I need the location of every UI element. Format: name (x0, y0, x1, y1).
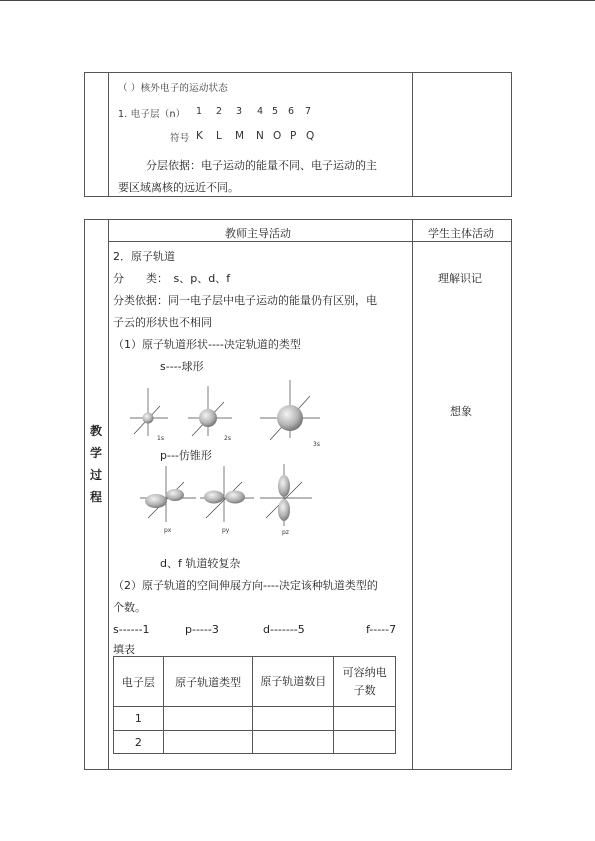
shell-symbol: L (216, 130, 223, 142)
header-student: 学生主体活动 (428, 227, 494, 240)
p-orbital-label: p---仿锥形 (160, 449, 212, 462)
shell-n-value: 6 (288, 106, 295, 117)
fill-table (113, 656, 396, 754)
orbital-count: f-----7 (366, 623, 397, 636)
side-label-char: 过 (89, 468, 102, 482)
pz-lobe (278, 475, 290, 497)
side-label-char: 教 (89, 424, 102, 438)
student-note: 想象 (450, 405, 472, 418)
upper-box-top (84, 72, 512, 73)
shell-n-label: 1. 电子层（n） (118, 109, 186, 120)
s-orbital-figure (120, 378, 335, 450)
shell-symbol: P (290, 130, 297, 142)
px-lobe (145, 494, 167, 508)
table-cell: 1 (114, 707, 164, 731)
table-header-row (114, 657, 396, 707)
py-lobe (225, 491, 245, 504)
lower-box-left (84, 219, 85, 770)
fill-table-label: 填表 (113, 643, 135, 656)
table-header-cell: 原子轨道类型 (163, 657, 253, 707)
header-teacher: 教师主导活动 (225, 227, 291, 240)
side-label-char: 学 (89, 446, 102, 460)
page-top-rule (0, 0, 595, 1)
upper-box-left (84, 72, 85, 197)
shell-symbol: O (273, 130, 282, 142)
lower-box-header-rule (108, 241, 512, 242)
px-lobe (166, 489, 184, 501)
table-cell[interactable] (334, 707, 396, 731)
shell-n-value: 3 (236, 106, 243, 117)
table-header-cell: 电子层 (114, 657, 164, 707)
lower-box-divider-2 (412, 219, 413, 770)
shell-n-value: 1 (196, 106, 203, 117)
upper-box-divider-2 (412, 72, 413, 197)
side-label-char: 程 (89, 490, 102, 504)
lower-box-divider-1 (108, 219, 109, 770)
table-cell: 2 (114, 731, 164, 754)
shell-symbol: N (256, 130, 265, 142)
upper-box-divider-1 (108, 72, 109, 197)
p-orbital-figure (136, 462, 316, 534)
types-line: 分 类： s、p、d、f (113, 272, 231, 285)
orbital-count: p-----3 (185, 623, 219, 636)
symbol-label: 符号 (170, 133, 190, 144)
section1-title: （ ）核外电子的运动状态 (118, 83, 228, 94)
shell-symbol: K (196, 130, 204, 142)
upper-box-bottom (84, 196, 512, 197)
table-row (114, 707, 396, 731)
section2-basis-line1: 分类依据：同一电子层中电子运动的能量仍有区别，电 (113, 294, 377, 307)
orbital-count: s------1 (113, 623, 150, 636)
table-cell[interactable] (163, 707, 253, 731)
s-orbital-caption: 1s (157, 435, 164, 442)
shell-n-value: 7 (305, 106, 312, 117)
section1-basis-line1: 分层依据：电子运动的能量不同、电子运动的主 (146, 159, 377, 172)
pz-lobe (278, 499, 290, 521)
table-cell[interactable] (334, 731, 396, 754)
s-orbital-label: s----球形 (160, 360, 204, 373)
df-orbital-label: d、f 轨道较复杂 (160, 557, 241, 570)
student-note: 理解识记 (438, 272, 482, 285)
s-orbital-caption: 2s (224, 435, 231, 442)
orbital-count: d-------5 (263, 623, 305, 636)
direction-line1: （2）原子轨道的空间伸展方向----决定该种轨道类型的 (113, 579, 378, 592)
table-header-cell: 原子轨道数目 (253, 657, 334, 707)
p-orbital-caption: pz (282, 529, 289, 536)
lower-box-top (84, 219, 512, 220)
shell-symbol: Q (306, 130, 315, 142)
section1-basis-line2: 要区域离核的远近不同。 (118, 181, 239, 194)
s-orbital-1s (143, 413, 154, 424)
p-orbital-caption: py (222, 527, 230, 534)
side-label (88, 420, 104, 508)
shell-n-value: 4 (257, 106, 264, 117)
s-orbital-caption: 3s (313, 441, 320, 448)
shell-n-value: 5 (272, 106, 279, 117)
py-lobe (204, 491, 224, 504)
shell-n-value: 2 (216, 106, 223, 117)
upper-box-right (511, 72, 512, 197)
direction-line2: 个数。 (113, 601, 146, 614)
table-header-cell: 可容纳电子数 (334, 657, 396, 707)
shape-heading: （1）原子轨道形状----决定轨道的类型 (113, 338, 301, 351)
s-orbital-2s (199, 409, 217, 427)
lower-box-right (511, 219, 512, 770)
section2-heading: 2．原子轨道 (113, 250, 175, 263)
table-cell[interactable] (253, 731, 334, 754)
p-orbital-caption: px (164, 527, 172, 534)
table-cell[interactable] (163, 731, 253, 754)
table-row (114, 731, 396, 754)
section2-basis-line2: 子云的形状也不相同 (113, 316, 212, 329)
shell-symbol: M (235, 130, 245, 142)
s-orbital-3s (277, 405, 303, 431)
table-cell[interactable] (253, 707, 334, 731)
lower-box-bottom (84, 769, 512, 770)
